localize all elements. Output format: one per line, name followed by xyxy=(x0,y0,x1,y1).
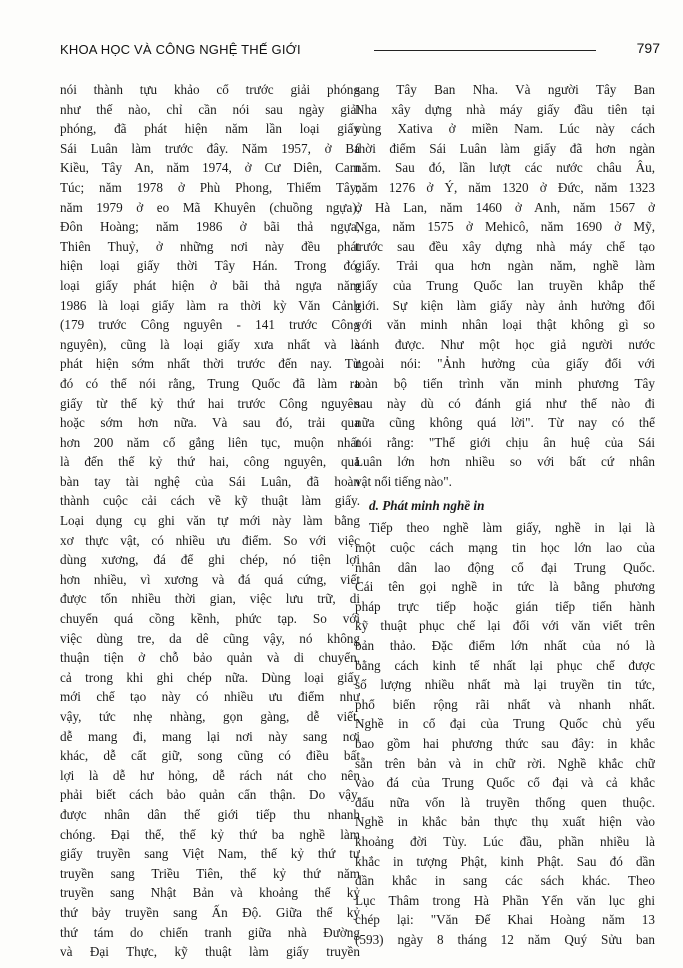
text-line: thuận tiện ở chỗ bảo quản và di chuyển, xyxy=(60,650,360,666)
running-header xyxy=(60,42,660,62)
text-line: Kiều, Tây An, năm 1974, ở Cư Diên, Cam xyxy=(60,160,360,176)
text-line: lợi là dễ hư hỏng, dễ rách nát cho nên xyxy=(60,767,360,783)
text-line: được tốn nhiều thời gian, việc lưu trữ, di xyxy=(60,591,360,607)
text-line: ngoài nói: "Ảnh hưởng của giấy đối với xyxy=(355,356,655,372)
text-line: như thế nào, chỉ cần nói sau ngày giải xyxy=(60,101,360,117)
text-line: giấy của Trung Quốc lan truyền khắp thế xyxy=(355,277,655,293)
text-line: phát hiện sớm nhất thời trước đến nay. Từ xyxy=(60,356,360,372)
text-line: Nghề in cổ đại của Trung Quốc chủ yếu xyxy=(355,716,655,732)
text-line: chép lại: "Văn Đế Khai Hoàng năm 13 xyxy=(355,912,655,928)
text-line: bàn tay tài nghệ của Sái Luân, đã hoàn xyxy=(60,473,360,489)
text-line: bao gồm hai phương thức sau đây: in khắc xyxy=(355,736,655,751)
text-line: nói rằng: "Thế giới chịu ân huệ của Sái xyxy=(355,434,655,450)
text-line: loại giấy phát hiện ở bãi thả ngựa năm xyxy=(60,277,360,293)
text-line: việc dùng tre, da dê cũng vậy, nó không xyxy=(60,630,360,646)
text-line: sánh được. Như một học giả người nước xyxy=(355,336,655,352)
text-line: kỹ thuật phục chế lại đối với văn viết trên xyxy=(355,618,655,634)
text-line: nữa cũng không quá lời". Từ nay có thể xyxy=(355,415,655,431)
text-line: Túc; năm 1978 ở Phù Phong, Thiểm Tây; xyxy=(60,179,360,195)
text-line: là đến thế kỷ thứ hai, công nguyên, qua xyxy=(60,454,360,470)
text-line: Nghề in khắc bản thực thụ xuất hiện vào xyxy=(355,814,655,830)
text-line: vào đá của Trung Quốc cổ đại và cả khắc xyxy=(355,775,655,791)
running-header-title: KHOA HỌC VÀ CÔNG NGHỆ THẾ GIỚI xyxy=(60,42,301,57)
text-line: năm 1979 ở eo Mã Khuyên (chuồng ngựa), xyxy=(60,199,360,215)
text-line: hơn nhiều, vì xương và đá quá cứng, viết xyxy=(60,571,360,587)
text-line: Nga, năm 1575 ở Mehicô, năm 1690 ở Mỹ, xyxy=(355,219,655,235)
text-line: trước sau đều xây dựng nhà máy chế tạo xyxy=(355,238,655,254)
text-line: Tiếp theo nghề làm giấy, nghề in lại là xyxy=(369,520,655,536)
text-line: Thiên Thuỷ, ở những nơi này đều phát xyxy=(60,238,360,254)
text-line: phải biết cách bảo quản cẩn thận. Do vậy, xyxy=(60,787,360,803)
text-line: số lượng nhiều nhất mà lại truyền tin tức, xyxy=(355,677,655,693)
text-line: nguyên), cũng là loại giấy xưa nhất và là xyxy=(60,336,360,352)
text-line: Loại dụng cụ ghi văn tự mới này làm bằng xyxy=(60,513,360,529)
text-line: chuyển quá cồng kềnh, phức tạp. So với xyxy=(60,611,360,627)
text-line: dễ mang đi, mang lại nơi này sang nơi xyxy=(60,728,360,744)
text-line: truyền sang Triều Tiên, thế kỷ thứ năm xyxy=(60,865,360,881)
text-line: chóng. Đại thể, thế kỷ thứ ba nghề làm xyxy=(60,826,360,842)
text-line: Cái tên gọi nghề in tức là bằng phương xyxy=(355,579,655,595)
text-line: cả trong khi ghi chép nữa. Dùng loại giấy xyxy=(60,669,360,685)
right-column xyxy=(355,80,655,950)
text-line: thời điểm Sái Luân làm giấy đã hơn ngàn xyxy=(355,140,655,156)
text-line: 1986 là loại giấy làm ra thời kỳ Văn Cảnh xyxy=(60,297,360,313)
text-line: sang Tây Ban Nha. Và người Tây Ban xyxy=(355,82,655,97)
text-line: khác, dễ cất giữ, song cũng có điều bất xyxy=(60,748,360,764)
text-line: dấu nữa vốn là truyền thống quen thuộc. xyxy=(355,794,655,810)
text-line: vùng Xativa ở miền Nam. Lúc này cách xyxy=(355,121,655,137)
text-line: khắc in tượng Phật, kinh Phật. Sau đó dần xyxy=(355,853,655,869)
text-line: phóng, đã phát hiện năm lần loại giấy xyxy=(60,121,360,137)
text-line: pháp trực tiếp hoặc gián tiếp tiến hành xyxy=(355,598,655,614)
text-line: bằng cách kinh tế nhất lại phục chế được xyxy=(355,657,655,673)
right-column-text-before xyxy=(355,80,655,491)
text-line: khoảng đời Tùy. Lúc đầu, phần nhiều là xyxy=(355,833,655,849)
text-line: xơ thực vật, có nhiều ưu điểm. So với việc xyxy=(60,532,360,548)
text-line: Nha xây dựng nhà máy giấy đầu tiên tại xyxy=(355,101,655,117)
text-line: và Đại Thực, kỹ thuật làm giấy truyền xyxy=(60,944,360,960)
text-line: đó có thể nói rằng, Trung Quốc đã làm ra xyxy=(60,375,360,391)
text-line: sẵn trên bản và in chữ rời. Nghề khắc chữ xyxy=(355,755,655,771)
text-line: vật nổi tiếng nào". xyxy=(355,473,452,489)
text-line: Đôn Hoàng; năm 1986 ở bãi thả ngựa, xyxy=(60,219,360,235)
text-line: giấy từ thế kỷ thứ hai trước Công nguyên xyxy=(60,395,360,411)
text-line: giấy truyền sang Việt Nam, thế kỷ thứ tư xyxy=(60,846,360,862)
text-line: (593) ngày 8 tháng 12 năm Quý Sửu ban xyxy=(355,931,655,947)
text-line: thành cuộc cải cách về kỹ thuật làm giấy. xyxy=(60,493,360,509)
text-line: hoặc sớm hơn nữa. Và sau đó, trải qua xyxy=(60,415,360,431)
text-line: ở Hà Lan, năm 1460 ở Anh, năm 1567 ở xyxy=(355,199,655,215)
left-column xyxy=(60,80,360,962)
text-line: giấy. Trải qua hơn ngàn năm, nghề làm xyxy=(355,258,655,274)
text-line: năm 1276 ở Ý, năm 1320 ở Đức, năm 1323 xyxy=(355,179,655,195)
text-line: nói thành tựu khảo cổ trước giải phóng xyxy=(60,82,360,97)
section-heading: d. Phát minh nghề in xyxy=(369,498,485,514)
text-line: nhân dân lao động cổ đại Trung Quốc. xyxy=(355,559,655,575)
text-line: giới. Sự kiện làm giấy này ảnh hưởng đối xyxy=(355,297,655,313)
text-line: (179 trước Công nguyên - 141 trước Công xyxy=(60,317,360,333)
text-line: được nhân dân thế giới tiếp thu nhanh xyxy=(60,806,360,822)
text-line: thứ bảy truyền sang Ấn Độ. Giữa thế kỷ xyxy=(60,904,360,920)
text-line: sau này dù có đánh giá như thế nào đi xyxy=(355,395,655,411)
text-line: hơn 200 năm cố gắng liên tục, muộn nhất xyxy=(60,434,360,450)
text-line: một cuộc cách mạng tin học lớn lao của xyxy=(355,540,655,556)
text-line: hiện loại giấy thời Tây Hán. Trong đó, xyxy=(60,258,360,274)
text-line: Sái Luân làm trước đây. Năm 1957, ở Bá xyxy=(60,140,360,156)
text-line: thứ tám do chiến tranh giữa nhà Đường xyxy=(60,924,360,940)
text-line: toàn bộ tiến trình văn minh phương Tây xyxy=(355,375,655,391)
text-line: dần khắc in sang các sách khác. Theo xyxy=(355,873,655,889)
text-line: Lục Thâm trong Hà Phần Yến văn lục ghi xyxy=(355,892,655,908)
text-line: vậy, tức nhẹ nhàng, gọn gàng, dễ viết, xyxy=(60,709,360,724)
text-line: dùng xương, đá để ghi chép, nó tiện lợi xyxy=(60,552,360,568)
text-line: bản thảo. Đặc điểm lớn nhất của nó là xyxy=(355,638,655,654)
header-rule xyxy=(374,50,596,51)
text-line: Luân lớn hơn nhiều so với bất cứ nhân xyxy=(355,454,655,470)
text-line: năm. Sau đó, lần lượt các nước châu Âu, xyxy=(355,160,655,176)
text-line: mới chế tạo này có nhiều ưu điểm như xyxy=(60,689,360,705)
page-number: 797 xyxy=(636,40,660,56)
text-line: truyền sang Nhật Bản và khoảng thế kỷ xyxy=(60,885,360,901)
text-line: phổ biến rộng rãi nhất và nhanh nhất. xyxy=(355,696,655,712)
right-column-text-after xyxy=(355,518,655,949)
text-line: với văn minh nhân loại thật không gì so xyxy=(355,317,655,333)
